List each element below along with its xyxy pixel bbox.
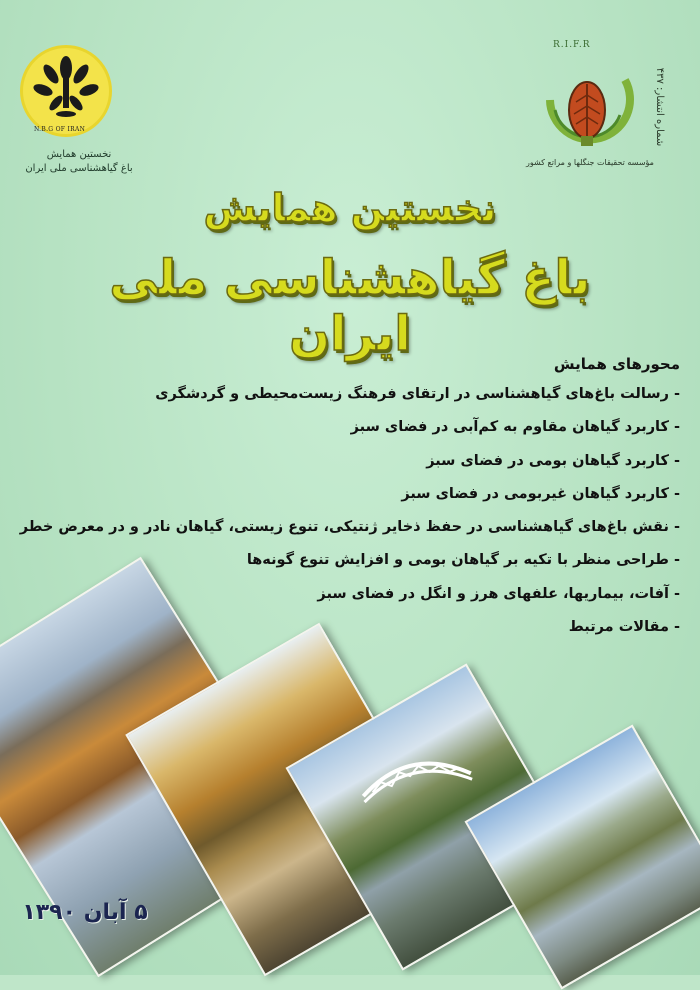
nbg-logo-caption: N.B.G OF IRAN [34,126,86,133]
conference-date: ۵ آبان ۱۳۹۰ [22,900,148,925]
rifr-institute-name: مؤسسه تحقیقات جنگلها و مراتع کشور [526,158,654,167]
topic-item: - مقالات مرتبط [568,619,680,636]
topic-item: - طراحی منظر با تکیه بر گیاهان بومی و افزایش تنوع گونه‌ها [246,552,680,569]
publication-number: شماره انتشار: ۴۳۷ [654,67,665,147]
topic-item: - آفات، بیماریها، علفهای هرز و انگل در فضای سبز [317,585,680,602]
poster-title-line-2: باغ گیاهشناسی ملی ایران [109,250,591,362]
poster-title-line-1: نخستین همایش [203,186,497,230]
topic-item: - کاربرد گیاهان مقاوم به کم‌آبی در فضای سبز [350,419,680,436]
nbg-plant-emblem-icon [20,45,112,137]
topics-heading: محورهای همایش [553,355,680,373]
rifr-logo-label: R.I.F.R [553,40,591,50]
nbg-line-2: باغ گیاهشناسی ملی ایران [25,163,133,174]
nbg-line-1: نخستین همایش [46,149,112,160]
topic-item: - کاربرد گیاهان بومی در فضای سبز [426,452,680,469]
rifr-leaf-emblem-icon [530,40,645,170]
topic-item: - رسالت باغ‌های گیاهشناسی در ارتقای فرهنگ زیست‌محیطی و گردشگری [155,386,680,402]
topic-item: - نقش باغ‌های گیاهشناسی در حفظ ذخایر ژنتیکی، تنوع زیستی، گیاهان نادر و در معرض خطر [19,519,680,536]
nbg-organizer-text [14,148,144,176]
topic-item: - کاربرد گیاهان غیربومی در فضای سبز [401,485,680,502]
